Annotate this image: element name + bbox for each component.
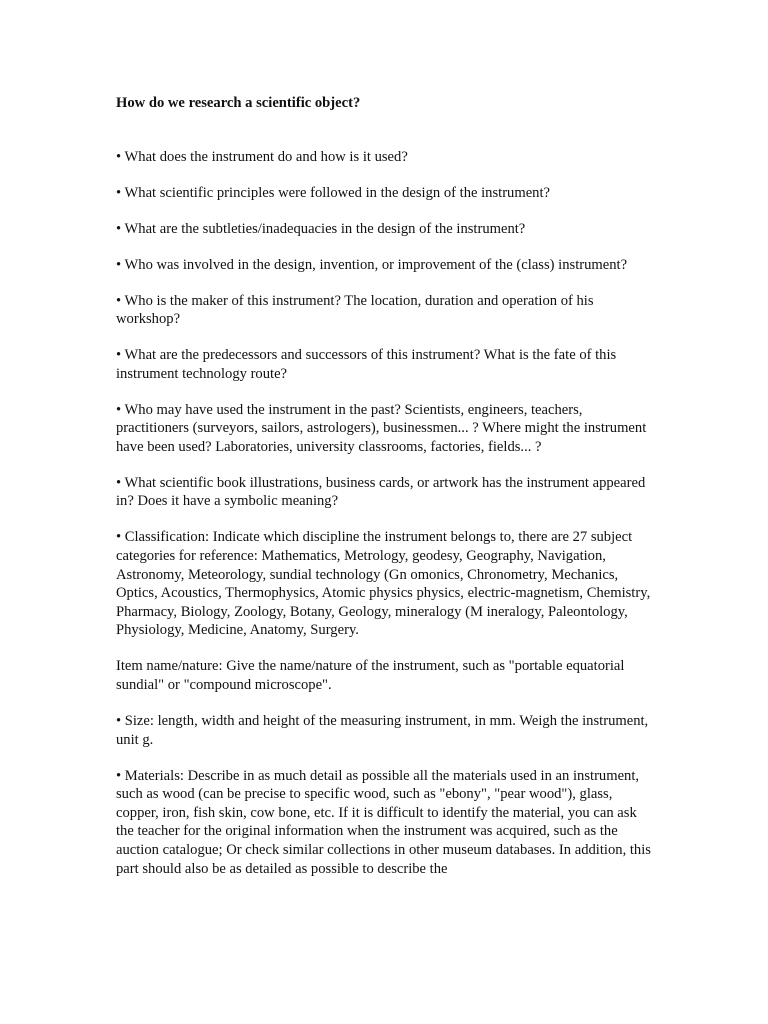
paragraph-item-name: Item name/nature: Give the name/nature of the instrument, such as "portable equatorial sundial" or "compound microscope". [116, 658, 625, 693]
paragraph-predecessors: • What are the predecessors and successors of this instrument? What is the fate of this instrument technology route? [116, 347, 617, 382]
paragraph-principles: • What scientific principles were followed in the design of the instrument? [116, 184, 551, 201]
paragraph-maker: • Who is the maker of this instrument? The location, duration and operation of his workshop? [116, 292, 594, 328]
document-body [116, 94, 656, 896]
paragraph-function: • What does the instrument do and how is it used? [116, 148, 408, 165]
paragraph-designers: • Who was involved in the design, invention, or improvement of the (class) instrument? [116, 256, 628, 273]
paragraph-size: • Size: length, width and height of the measuring instrument, in mm. Weigh the instrument, unit g. [116, 712, 649, 748]
paragraph-materials: • Materials: Describe in as much detail as possible all the materials used in an instrument, such as wood (can be precise to specific wood, such as "ebony", "pear wood"), glass, copper, iron, fish skin, cow bone, etc. If it is difficult to identify the material, you can ask the teacher for the original information when the instrument was acquired, such as the auction catalogue; Or check similar collections in other museum databases. In addition, this part should also be as detailed as possible to describe the [116, 767, 651, 877]
paragraph-subtleties: • What are the subtleties/inadequacies in the design of the instrument? [116, 220, 526, 237]
paragraph-illustrations: • What scientific book illustrations, business cards, or artwork has the instrument appeared in? Does it have a symbolic meaning? [116, 474, 646, 510]
paragraph-users: • Who may have used the instrument in the past? Scientists, engineers, teachers, practitioners (surveyors, sailors, astrologers), businessmen... ? Where might the instrument have been used? Laboratories, university classrooms, factories, fields... ? [116, 401, 647, 455]
paragraph-classification: • Classification: Indicate which discipline the instrument belongs to, there are 27 subject categories for reference: Mathematics, Metrology, geodesy, Geography, Navigation, Astronomy, Meteorology, sundial technology (Gn omonics, Chronometry, Mechanics, Optics, Acoustics, Thermophysics, Atomic physics physics, electric-magnetism, Chemistry, Pharmacy, Biology, Zoology, Botany, Geology, mineralogy (M ineralogy, Paleontology, Physiology, Medicine, Anatomy, Surgery. [116, 529, 651, 639]
document-title: How do we research a scientific object? [116, 95, 361, 111]
